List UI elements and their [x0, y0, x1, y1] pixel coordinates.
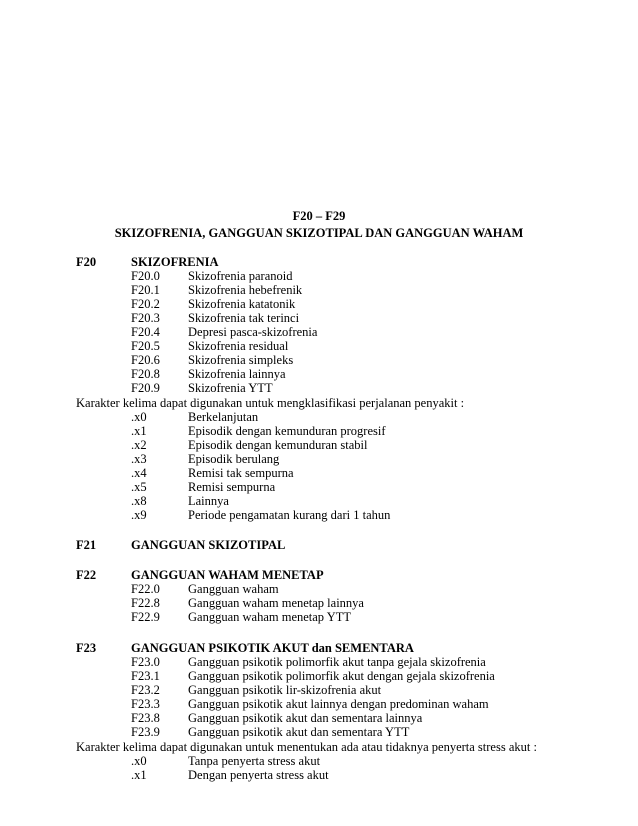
item-code: F20.6: [131, 353, 160, 367]
subitem-code: .x5: [131, 480, 147, 494]
subitem-code: .x9: [131, 508, 147, 522]
subitem-code: .x2: [131, 438, 147, 452]
item-label: Gangguan psikotik lir-skizofrenia akut: [188, 683, 382, 697]
item-label: Skizofrenia residual: [188, 339, 289, 353]
item-label: Gangguan psikotik polimorfik akut tanpa gejala skizofrenia: [188, 655, 486, 669]
item-code: F23.9: [131, 725, 160, 739]
section-code: F21: [76, 538, 97, 552]
subitem-label: Episodik dengan kemunduran stabil: [188, 438, 368, 452]
item-code: F23.1: [131, 669, 160, 683]
subitem-label: Episodik dengan kemunduran progresif: [188, 424, 386, 438]
subitem-code: .x0: [131, 754, 147, 768]
subitem-label: Remisi tak sempurna: [188, 466, 294, 480]
item-code: F20.8: [131, 367, 160, 381]
item-label: Skizofrenia simpleks: [188, 353, 294, 367]
item-code: F20.1: [131, 283, 160, 297]
fifth-character-note: Karakter kelima dapat digunakan untuk mengklasifikasi perjalanan penyakit :: [76, 396, 465, 410]
item-code: F20.9: [131, 381, 160, 395]
section-name: GANGGUAN PSIKOTIK AKUT dan SEMENTARA: [131, 641, 414, 655]
item-code: F23.0: [131, 655, 160, 669]
item-code: F22.8: [131, 596, 160, 610]
item-label: Gangguan waham menetap YTT: [188, 610, 352, 624]
subitem-code: .x1: [131, 768, 147, 782]
subitem-code: .x1: [131, 424, 147, 438]
section-name: GANGGUAN SKIZOTIPAL: [131, 538, 286, 552]
subitem-label: Dengan penyerta stress akut: [188, 768, 329, 782]
item-code: F22.0: [131, 582, 160, 596]
subitem-code: .x8: [131, 494, 147, 508]
item-label: Gangguan psikotik akut dan sementara lainnya: [188, 711, 423, 725]
item-code: F20.4: [131, 325, 160, 339]
subitem-code: .x3: [131, 452, 147, 466]
subitem-code: .x4: [131, 466, 147, 480]
section-name: GANGGUAN WAHAM MENETAP: [131, 568, 324, 582]
section-name: SKIZOFRENIA: [131, 255, 219, 269]
item-code: F22.9: [131, 610, 160, 624]
item-label: Skizofrenia katatonik: [188, 297, 296, 311]
item-code: F23.8: [131, 711, 160, 725]
subitem-label: Lainnya: [188, 494, 229, 508]
subitem-label: Remisi sempurna: [188, 480, 276, 494]
subitem-label: Berkelanjutan: [188, 410, 259, 424]
item-code: F20.3: [131, 311, 160, 325]
item-label: Gangguan waham: [188, 582, 279, 596]
item-code: F23.3: [131, 697, 160, 711]
item-label: Gangguan waham menetap lainnya: [188, 596, 364, 610]
subitem-code: .x0: [131, 410, 147, 424]
subitem-label: Periode pengamatan kurang dari 1 tahun: [188, 508, 391, 522]
section-code: F23: [76, 641, 97, 655]
item-label: Gangguan psikotik akut lainnya dengan predominan waham: [188, 697, 489, 711]
item-code: F20.2: [131, 297, 160, 311]
item-label: Skizofrenia YTT: [188, 381, 273, 395]
subitem-label: Tanpa penyerta stress akut: [188, 754, 321, 768]
section-code: F22: [76, 568, 97, 582]
item-label: Skizofrenia paranoid: [188, 269, 293, 283]
fifth-character-note: Karakter kelima dapat digunakan untuk menentukan ada atau tidaknya penyerta stress akut :: [76, 740, 537, 754]
item-label: Skizofrenia lainnya: [188, 367, 286, 381]
item-label: Gangguan psikotik polimorfik akut dengan gejala skizofrenia: [188, 669, 495, 683]
heading-title: SKIZOFRENIA, GANGGUAN SKIZOTIPAL DAN GANGGUAN WAHAM: [114, 226, 524, 240]
heading-range: F20 – F29: [292, 209, 346, 223]
item-code: F23.2: [131, 683, 160, 697]
item-label: Gangguan psikotik akut dan sementara YTT: [188, 725, 410, 739]
item-label: Skizofrenia hebefrenik: [188, 283, 303, 297]
item-label: Depresi pasca-skizofrenia: [188, 325, 318, 339]
item-label: Skizofrenia tak terinci: [188, 311, 300, 325]
item-code: F20.0: [131, 269, 160, 283]
section-code: F20: [76, 255, 97, 269]
item-code: F20.5: [131, 339, 160, 353]
subitem-label: Episodik berulang: [188, 452, 280, 466]
